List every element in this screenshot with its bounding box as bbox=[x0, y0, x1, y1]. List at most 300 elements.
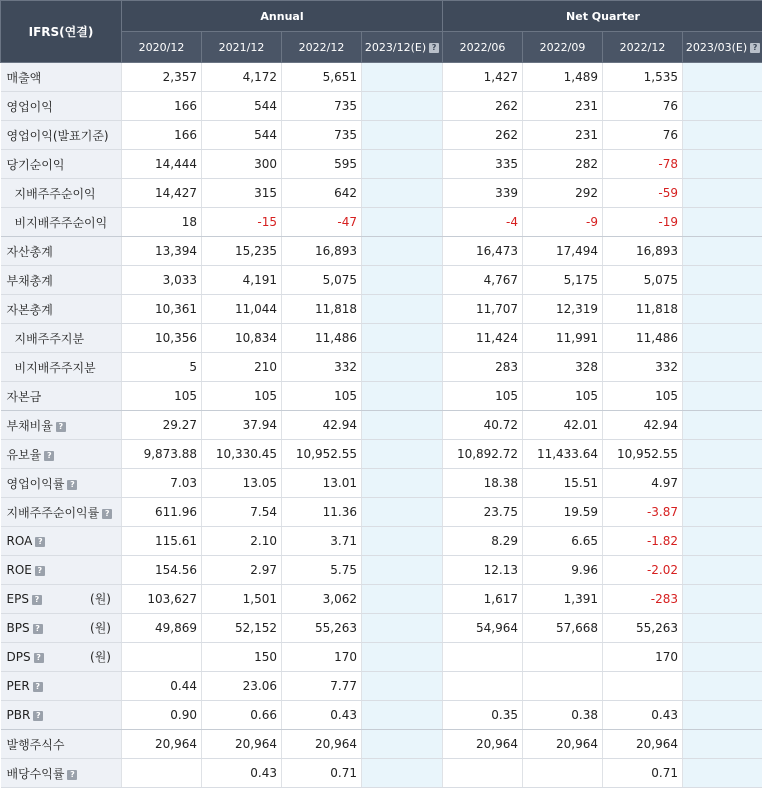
value-cell bbox=[362, 208, 443, 237]
row-label: 부채총계 bbox=[6, 273, 53, 288]
value-cell bbox=[362, 672, 443, 701]
value-cell: 1,489 bbox=[523, 63, 603, 92]
row-label: 비지배주주지분 bbox=[14, 360, 96, 375]
value-cell: 231 bbox=[523, 121, 603, 150]
value-cell bbox=[362, 643, 443, 672]
row-label: 지배주주순이익 bbox=[14, 186, 96, 201]
value-cell bbox=[362, 556, 443, 585]
row-unit: (원) bbox=[90, 650, 111, 664]
value-cell bbox=[683, 237, 762, 266]
period-header-label: 2023/12(E) bbox=[364, 40, 427, 54]
value-cell: 13.01 bbox=[282, 469, 362, 498]
help-icon[interactable]: ? bbox=[33, 711, 43, 721]
period-header bbox=[282, 32, 362, 63]
value-cell: 7.77 bbox=[282, 672, 362, 701]
value-cell: 105 bbox=[443, 382, 523, 411]
quarter-group-header: Net Quarter bbox=[443, 1, 762, 32]
value-cell: 150 bbox=[202, 643, 282, 672]
value-cell: 0.43 bbox=[603, 701, 683, 730]
value-cell: 15.51 bbox=[523, 469, 603, 498]
value-cell: -1.82 bbox=[603, 527, 683, 556]
value-cell: 29.27 bbox=[122, 411, 202, 440]
value-cell: 7.03 bbox=[122, 469, 202, 498]
help-icon[interactable]: ? bbox=[102, 509, 112, 519]
value-cell bbox=[362, 150, 443, 179]
table-row bbox=[1, 150, 762, 179]
help-icon[interactable]: ? bbox=[56, 422, 66, 432]
value-cell: 10,952.55 bbox=[603, 440, 683, 469]
table-row bbox=[1, 63, 762, 92]
value-cell: 3.71 bbox=[282, 527, 362, 556]
value-cell bbox=[683, 672, 762, 701]
period-header-label: 2022/06 bbox=[459, 40, 506, 54]
period-header bbox=[202, 32, 282, 63]
row-label-cell bbox=[1, 643, 122, 672]
value-cell: 11,424 bbox=[443, 324, 523, 353]
value-cell: 12.13 bbox=[443, 556, 523, 585]
value-cell: 282 bbox=[523, 150, 603, 179]
value-cell: 1,535 bbox=[603, 63, 683, 92]
row-label: ROA bbox=[6, 534, 33, 548]
table-row bbox=[1, 295, 762, 324]
value-cell bbox=[122, 643, 202, 672]
value-cell: 11,991 bbox=[523, 324, 603, 353]
row-label-cell bbox=[1, 179, 122, 208]
value-cell bbox=[362, 382, 443, 411]
row-label-cell bbox=[1, 150, 122, 179]
value-cell: 170 bbox=[282, 643, 362, 672]
row-label: ROE bbox=[6, 563, 32, 577]
value-cell: 283 bbox=[443, 353, 523, 382]
value-cell: 0.43 bbox=[202, 759, 282, 788]
row-label: 매출액 bbox=[6, 70, 42, 85]
value-cell bbox=[683, 266, 762, 295]
value-cell: 57,668 bbox=[523, 614, 603, 643]
value-cell bbox=[523, 643, 603, 672]
value-cell: -19 bbox=[603, 208, 683, 237]
value-cell: 55,263 bbox=[603, 614, 683, 643]
table-row bbox=[1, 730, 762, 759]
row-label: 비지배주주순이익 bbox=[14, 215, 108, 230]
value-cell: 2.97 bbox=[202, 556, 282, 585]
row-label-cell bbox=[1, 759, 122, 788]
period-header bbox=[683, 32, 762, 63]
value-cell bbox=[362, 585, 443, 614]
table-row bbox=[1, 208, 762, 237]
value-cell: 20,964 bbox=[523, 730, 603, 759]
value-cell: 10,330.45 bbox=[202, 440, 282, 469]
value-cell bbox=[362, 295, 443, 324]
value-cell: 20,964 bbox=[122, 730, 202, 759]
value-cell: 13.05 bbox=[202, 469, 282, 498]
help-icon[interactable]: ? bbox=[429, 43, 439, 53]
value-cell: 166 bbox=[122, 92, 202, 121]
value-cell bbox=[683, 614, 762, 643]
value-cell bbox=[443, 759, 523, 788]
value-cell: 3,062 bbox=[282, 585, 362, 614]
value-cell: 0.71 bbox=[282, 759, 362, 788]
period-header-label: 2022/12 bbox=[619, 40, 666, 54]
help-icon[interactable]: ? bbox=[34, 653, 44, 663]
row-label: 유보율 bbox=[6, 447, 42, 462]
value-cell bbox=[362, 92, 443, 121]
table-row bbox=[1, 411, 762, 440]
period-header-label: 2022/09 bbox=[539, 40, 586, 54]
table-row bbox=[1, 527, 762, 556]
row-label: 영업이익 bbox=[6, 99, 53, 114]
value-cell: 300 bbox=[202, 150, 282, 179]
value-cell: 10,361 bbox=[122, 295, 202, 324]
value-cell: 642 bbox=[282, 179, 362, 208]
value-cell: 23.06 bbox=[202, 672, 282, 701]
value-cell: 262 bbox=[443, 92, 523, 121]
table-row bbox=[1, 266, 762, 295]
value-cell: 20,964 bbox=[202, 730, 282, 759]
row-label-cell bbox=[1, 614, 122, 643]
value-cell: 14,427 bbox=[122, 179, 202, 208]
value-cell bbox=[683, 527, 762, 556]
period-header-label: 2022/12 bbox=[298, 40, 345, 54]
table-row bbox=[1, 672, 762, 701]
value-cell: 20,964 bbox=[282, 730, 362, 759]
value-cell: 105 bbox=[523, 382, 603, 411]
table-row bbox=[1, 614, 762, 643]
value-cell bbox=[683, 440, 762, 469]
value-cell: 105 bbox=[202, 382, 282, 411]
value-cell: 0.38 bbox=[523, 701, 603, 730]
help-icon[interactable]: ? bbox=[67, 770, 77, 780]
row-label: PER bbox=[6, 679, 30, 693]
period-header bbox=[362, 32, 443, 63]
row-label-cell bbox=[1, 672, 122, 701]
period-header-label: 2020/12 bbox=[138, 40, 185, 54]
row-label-cell bbox=[1, 411, 122, 440]
period-header-label: 2021/12 bbox=[218, 40, 265, 54]
value-cell: 1,501 bbox=[202, 585, 282, 614]
value-cell: 6.65 bbox=[523, 527, 603, 556]
value-cell bbox=[683, 324, 762, 353]
value-cell bbox=[683, 295, 762, 324]
value-cell: 11,433.64 bbox=[523, 440, 603, 469]
value-cell: 16,893 bbox=[603, 237, 683, 266]
row-label: 자본금 bbox=[6, 389, 42, 404]
value-cell: 154.56 bbox=[122, 556, 202, 585]
annual-group-header: Annual bbox=[122, 1, 443, 32]
row-label-cell bbox=[1, 353, 122, 382]
row-label: 자산총계 bbox=[6, 244, 53, 259]
value-cell bbox=[362, 759, 443, 788]
row-label: 영업이익(발표기준) bbox=[6, 128, 109, 143]
value-cell: -283 bbox=[603, 585, 683, 614]
help-icon[interactable]: ? bbox=[44, 451, 54, 461]
value-cell: 5 bbox=[122, 353, 202, 382]
row-label-cell bbox=[1, 730, 122, 759]
value-cell: 5,651 bbox=[282, 63, 362, 92]
value-cell: 4,191 bbox=[202, 266, 282, 295]
value-cell: 49,869 bbox=[122, 614, 202, 643]
value-cell: 544 bbox=[202, 92, 282, 121]
value-cell: 11,044 bbox=[202, 295, 282, 324]
value-cell: 11.36 bbox=[282, 498, 362, 527]
value-cell: 0.66 bbox=[202, 701, 282, 730]
value-cell: 5,075 bbox=[282, 266, 362, 295]
value-cell: 292 bbox=[523, 179, 603, 208]
value-cell bbox=[362, 614, 443, 643]
value-cell bbox=[362, 527, 443, 556]
row-label: 영업이익률 bbox=[6, 476, 65, 491]
value-cell: 595 bbox=[282, 150, 362, 179]
value-cell: 8.29 bbox=[443, 527, 523, 556]
value-cell: 15,235 bbox=[202, 237, 282, 266]
value-cell: 5,175 bbox=[523, 266, 603, 295]
table-body bbox=[1, 63, 762, 788]
value-cell: 76 bbox=[603, 121, 683, 150]
value-cell: 12,319 bbox=[523, 295, 603, 324]
value-cell: 42.94 bbox=[282, 411, 362, 440]
table-corner-header: IFRS(연결) bbox=[1, 1, 122, 63]
value-cell: 9,873.88 bbox=[122, 440, 202, 469]
value-cell bbox=[603, 672, 683, 701]
help-icon[interactable]: ? bbox=[750, 43, 760, 53]
period-header bbox=[122, 32, 202, 63]
table-row bbox=[1, 701, 762, 730]
row-label-cell bbox=[1, 527, 122, 556]
table-row bbox=[1, 440, 762, 469]
table-row bbox=[1, 585, 762, 614]
value-cell bbox=[683, 585, 762, 614]
value-cell: 332 bbox=[282, 353, 362, 382]
value-cell: 0.43 bbox=[282, 701, 362, 730]
value-cell: 9.96 bbox=[523, 556, 603, 585]
value-cell: 2,357 bbox=[122, 63, 202, 92]
period-header-label: 2023/03(E) bbox=[685, 40, 748, 54]
value-cell: 4,767 bbox=[443, 266, 523, 295]
value-cell bbox=[362, 498, 443, 527]
value-cell: 16,473 bbox=[443, 237, 523, 266]
table-row bbox=[1, 179, 762, 208]
value-cell: 3,033 bbox=[122, 266, 202, 295]
row-label: BPS bbox=[6, 621, 30, 635]
value-cell bbox=[523, 672, 603, 701]
table-row bbox=[1, 237, 762, 266]
help-icon[interactable]: ? bbox=[33, 682, 43, 692]
value-cell bbox=[683, 179, 762, 208]
table-row bbox=[1, 556, 762, 585]
row-label: 자본총계 bbox=[6, 302, 53, 317]
value-cell: 17,494 bbox=[523, 237, 603, 266]
value-cell bbox=[523, 759, 603, 788]
value-cell bbox=[683, 469, 762, 498]
value-cell: 103,627 bbox=[122, 585, 202, 614]
value-cell bbox=[683, 701, 762, 730]
value-cell: 115.61 bbox=[122, 527, 202, 556]
row-label-cell bbox=[1, 469, 122, 498]
table-row bbox=[1, 759, 762, 788]
value-cell: 262 bbox=[443, 121, 523, 150]
value-cell bbox=[362, 237, 443, 266]
value-cell: 42.01 bbox=[523, 411, 603, 440]
value-cell bbox=[362, 121, 443, 150]
value-cell: 1,427 bbox=[443, 63, 523, 92]
table-row bbox=[1, 121, 762, 150]
value-cell: 10,952.55 bbox=[282, 440, 362, 469]
table-row bbox=[1, 324, 762, 353]
value-cell bbox=[362, 179, 443, 208]
value-cell: -15 bbox=[202, 208, 282, 237]
value-cell: 2.10 bbox=[202, 527, 282, 556]
row-label-cell bbox=[1, 237, 122, 266]
value-cell bbox=[683, 498, 762, 527]
value-cell: 315 bbox=[202, 179, 282, 208]
value-cell bbox=[362, 469, 443, 498]
value-cell: 328 bbox=[523, 353, 603, 382]
value-cell: 0.90 bbox=[122, 701, 202, 730]
help-icon[interactable]: ? bbox=[35, 566, 45, 576]
value-cell: 735 bbox=[282, 121, 362, 150]
value-cell bbox=[362, 266, 443, 295]
value-cell: 14,444 bbox=[122, 150, 202, 179]
value-cell: 1,617 bbox=[443, 585, 523, 614]
row-unit: (원) bbox=[90, 621, 111, 635]
value-cell: -9 bbox=[523, 208, 603, 237]
value-cell: 11,486 bbox=[603, 324, 683, 353]
value-cell bbox=[362, 701, 443, 730]
value-cell bbox=[443, 672, 523, 701]
value-cell: 0.44 bbox=[122, 672, 202, 701]
row-label: 부채비율 bbox=[6, 418, 53, 433]
row-label-cell bbox=[1, 266, 122, 295]
table-row bbox=[1, 643, 762, 672]
value-cell: 332 bbox=[603, 353, 683, 382]
value-cell bbox=[362, 353, 443, 382]
value-cell bbox=[683, 730, 762, 759]
value-cell bbox=[362, 324, 443, 353]
value-cell bbox=[362, 63, 443, 92]
row-label-cell bbox=[1, 440, 122, 469]
value-cell: 37.94 bbox=[202, 411, 282, 440]
value-cell: 105 bbox=[603, 382, 683, 411]
value-cell: 231 bbox=[523, 92, 603, 121]
row-label-cell bbox=[1, 382, 122, 411]
row-unit: (원) bbox=[90, 592, 111, 606]
row-label-cell bbox=[1, 324, 122, 353]
help-icon[interactable]: ? bbox=[33, 624, 43, 634]
value-cell: 0.71 bbox=[603, 759, 683, 788]
row-label-cell bbox=[1, 701, 122, 730]
row-label: 당기순이익 bbox=[6, 157, 65, 172]
row-label-cell bbox=[1, 121, 122, 150]
table-row bbox=[1, 353, 762, 382]
row-label-cell bbox=[1, 556, 122, 585]
row-label-cell bbox=[1, 208, 122, 237]
value-cell: 11,486 bbox=[282, 324, 362, 353]
value-cell: 170 bbox=[603, 643, 683, 672]
value-cell: -3.87 bbox=[603, 498, 683, 527]
table-row bbox=[1, 92, 762, 121]
value-cell: 55,263 bbox=[282, 614, 362, 643]
help-icon[interactable]: ? bbox=[32, 595, 42, 605]
help-icon[interactable]: ? bbox=[67, 480, 77, 490]
value-cell bbox=[362, 411, 443, 440]
value-cell bbox=[683, 63, 762, 92]
value-cell bbox=[122, 759, 202, 788]
value-cell bbox=[683, 411, 762, 440]
value-cell: 20,964 bbox=[603, 730, 683, 759]
row-label-cell bbox=[1, 498, 122, 527]
value-cell bbox=[683, 556, 762, 585]
value-cell: 105 bbox=[282, 382, 362, 411]
value-cell: 5.75 bbox=[282, 556, 362, 585]
value-cell: 5,075 bbox=[603, 266, 683, 295]
value-cell: 7.54 bbox=[202, 498, 282, 527]
value-cell: 544 bbox=[202, 121, 282, 150]
row-label-cell bbox=[1, 92, 122, 121]
value-cell bbox=[443, 643, 523, 672]
value-cell: 166 bbox=[122, 121, 202, 150]
row-label: PBR bbox=[6, 708, 31, 722]
table-row bbox=[1, 498, 762, 527]
value-cell bbox=[683, 382, 762, 411]
row-label: 지배주주순이익률 bbox=[6, 505, 100, 520]
value-cell: -47 bbox=[282, 208, 362, 237]
value-cell: 11,818 bbox=[603, 295, 683, 324]
value-cell: 10,834 bbox=[202, 324, 282, 353]
value-cell: 611.96 bbox=[122, 498, 202, 527]
value-cell: 42.94 bbox=[603, 411, 683, 440]
value-cell bbox=[683, 150, 762, 179]
value-cell: 16,893 bbox=[282, 237, 362, 266]
help-icon[interactable]: ? bbox=[35, 537, 45, 547]
value-cell: 20,964 bbox=[443, 730, 523, 759]
row-label-cell bbox=[1, 295, 122, 324]
value-cell: 23.75 bbox=[443, 498, 523, 527]
value-cell bbox=[683, 121, 762, 150]
value-cell: 0.35 bbox=[443, 701, 523, 730]
value-cell bbox=[362, 440, 443, 469]
value-cell bbox=[362, 730, 443, 759]
row-label: 배당수익률 bbox=[6, 766, 65, 781]
row-label: DPS bbox=[6, 650, 31, 664]
value-cell: 11,707 bbox=[443, 295, 523, 324]
value-cell: 11,818 bbox=[282, 295, 362, 324]
row-label: 지배주주지분 bbox=[14, 331, 85, 346]
value-cell bbox=[683, 92, 762, 121]
value-cell: 40.72 bbox=[443, 411, 523, 440]
value-cell: -4 bbox=[443, 208, 523, 237]
value-cell: 19.59 bbox=[523, 498, 603, 527]
value-cell: 10,892.72 bbox=[443, 440, 523, 469]
value-cell: -78 bbox=[603, 150, 683, 179]
row-label-cell bbox=[1, 63, 122, 92]
value-cell: 4.97 bbox=[603, 469, 683, 498]
value-cell: 105 bbox=[122, 382, 202, 411]
value-cell: -59 bbox=[603, 179, 683, 208]
value-cell: 1,391 bbox=[523, 585, 603, 614]
value-cell: 18.38 bbox=[443, 469, 523, 498]
value-cell: 4,172 bbox=[202, 63, 282, 92]
value-cell bbox=[683, 759, 762, 788]
row-label-cell bbox=[1, 585, 122, 614]
period-header bbox=[603, 32, 683, 63]
period-header bbox=[443, 32, 523, 63]
period-header bbox=[523, 32, 603, 63]
value-cell: 735 bbox=[282, 92, 362, 121]
value-cell: 339 bbox=[443, 179, 523, 208]
table-row bbox=[1, 469, 762, 498]
value-cell bbox=[683, 643, 762, 672]
row-label: EPS bbox=[6, 592, 29, 606]
value-cell: 76 bbox=[603, 92, 683, 121]
